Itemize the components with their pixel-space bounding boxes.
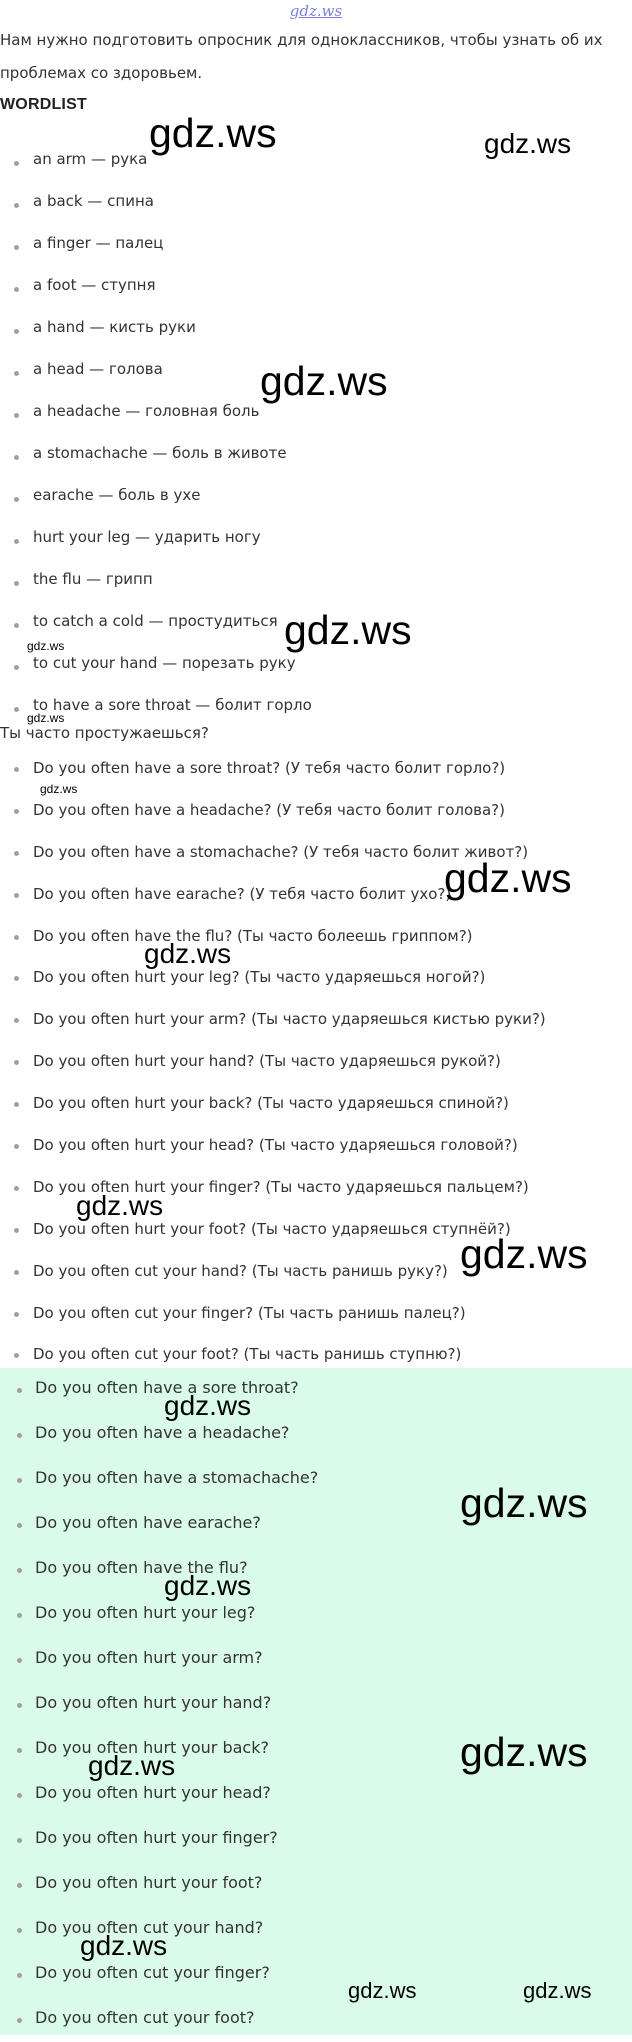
answer-item (0, 1547, 318, 1592)
bullet-icon (14, 1060, 19, 1065)
bullet-icon (14, 1144, 19, 1149)
wordlist-item-text: a foot — ступня (33, 276, 156, 294)
watermark: gdz.ws (164, 1390, 252, 1421)
watermark: gdz.ws (460, 1231, 588, 1277)
bullet-icon (14, 539, 19, 544)
bullet-icon (14, 767, 19, 772)
bullet-icon (14, 707, 19, 712)
wordlist-item-text: hurt your leg — ударить ногу (33, 528, 261, 546)
bullet-icon (14, 1186, 19, 1191)
bullet-icon (17, 1478, 22, 1483)
wordlist-item (0, 436, 312, 478)
question-text: Do you often hurt your finger? (Ты часто ударяешься пальцем?) (33, 1177, 529, 1196)
answer-text: Do you often cut your hand? (35, 1918, 264, 1937)
question-text: Do you often have earache? (У тебя часто болит ухо?) (33, 884, 452, 903)
watermark: gdz.ws (444, 855, 572, 901)
question-text: Do you often have the flu? (Ты часто болеешь гриппом?) (33, 926, 473, 945)
answer-text: Do you often have a stomachache? (35, 1468, 319, 1487)
question-text: Do you often cut your foot? (Ты часть ранишь ступню?) (33, 1345, 462, 1364)
watermark: gdz.ws (460, 1729, 588, 1775)
question-text: Do you often cut your hand? (Ты часть ранишь руку?) (33, 1261, 448, 1280)
answer-text: Do you often have earache? (35, 1513, 261, 1532)
bullet-icon (14, 245, 19, 250)
answer-text: Do you often hurt your finger? (35, 1828, 278, 1847)
answer-text: Do you often cut your foot? (35, 2008, 255, 2027)
bullet-icon (14, 455, 19, 460)
watermark: gdz.ws (88, 1750, 176, 1781)
wordlist-item-text: an arm — рука (33, 150, 148, 168)
answer-item (0, 1637, 318, 1682)
bullet-icon (17, 1433, 22, 1438)
answer-item (0, 1997, 318, 2042)
question-text: Do you often hurt your leg? (Ты часто ударяешься ногой?) (33, 968, 486, 987)
question-item (0, 1125, 546, 1167)
intro-text: Нам нужно подготовить опросник для одноклассников, чтобы узнать об их проблемах со здоровьем. (0, 31, 603, 82)
question-item (0, 790, 546, 832)
wordlist-heading: WORDLIST (0, 96, 87, 113)
question-item (0, 999, 546, 1041)
answer-item (0, 1592, 318, 1637)
bullet-icon (14, 1228, 19, 1233)
watermark: gdz.ws (27, 711, 65, 725)
wordlist-item-text: a stomachache — боль в животе (33, 444, 287, 462)
questions-list (0, 748, 546, 1376)
bullet-icon (14, 287, 19, 292)
watermark: gdz.ws (484, 128, 572, 159)
bullet-icon (17, 1703, 22, 1708)
bullet-icon (14, 976, 19, 981)
bullet-icon (14, 1353, 19, 1358)
answer-item (0, 1412, 318, 1457)
bullet-icon (14, 497, 19, 502)
bullet-icon (17, 2018, 22, 2023)
bullet-icon (14, 1312, 19, 1317)
question-text: Do you often hurt your head? (Ты часто ударяешься головой?) (33, 1136, 518, 1155)
wordlist-item-text: a finger — палец (33, 234, 164, 252)
wordlist-item (0, 184, 312, 226)
answer-text: Do you often have a sore throat? (35, 1378, 299, 1397)
answer-item (0, 1817, 318, 1862)
wordlist-item-text: to have a sore throat — болит горло (33, 696, 312, 714)
wordlist-item-text: a back — спина (33, 192, 154, 210)
watermark: gdz.ws (80, 1930, 168, 1961)
wordlist-item-text: the flu — грипп (33, 570, 153, 588)
answer-text: Do you often have a headache? (35, 1423, 290, 1442)
site-logo[interactable]: gdz.ws (289, 2, 343, 20)
wordlist-item (0, 520, 312, 562)
question-item (0, 957, 546, 999)
answer-item (0, 1457, 318, 1502)
bullet-icon (17, 1748, 22, 1753)
bullet-icon (14, 623, 19, 628)
bullet-icon (17, 1973, 22, 1978)
bullet-icon (14, 1018, 19, 1023)
answer-item (0, 1862, 318, 1907)
questions-heading: Ты часто простужаешься? (0, 724, 209, 742)
bullet-icon (14, 851, 19, 856)
wordlist-item (0, 310, 312, 352)
answer-text: Do you often hurt your head? (35, 1783, 271, 1802)
watermark: gdz.ws (460, 1480, 588, 1526)
bullet-icon (14, 161, 19, 166)
bullet-icon (17, 1568, 22, 1573)
wordlist-item-text: a hand — кисть руки (33, 318, 196, 336)
watermark: gdz.ws (523, 1978, 592, 2003)
answer-text: Do you often have the flu? (35, 1558, 248, 1577)
bullet-icon (17, 1388, 22, 1393)
bullet-icon (17, 1658, 22, 1663)
bullet-icon (14, 329, 19, 334)
answer-item (0, 1502, 318, 1547)
question-text: Do you often hurt your foot? (Ты часто ударяешься ступнёй?) (33, 1219, 511, 1238)
watermark: gdz.ws (284, 607, 412, 653)
wordlist-item (0, 562, 312, 604)
answer-text: Do you often hurt your leg? (35, 1603, 256, 1622)
answer-text: Do you often hurt your foot? (35, 1873, 263, 1892)
watermark: gdz.ws (348, 1978, 417, 2003)
answer-text: Do you often hurt your arm? (35, 1648, 263, 1667)
question-text: Do you often hurt your hand? (Ты часто ударяешься рукой?) (33, 1052, 501, 1071)
question-text: Do you often have a sore throat? (У тебя часто болит горло?) (33, 759, 506, 777)
question-text: Do you often cut your finger? (Ты часть ранишь палец?) (33, 1303, 466, 1322)
question-text: Do you often have a stomachache? (У тебя часто болит живот?) (33, 842, 529, 861)
wordlist-item (0, 226, 312, 268)
wordlist-item-text: a headache — головная боль (33, 402, 260, 420)
question-text: Do you often hurt your arm? (Ты часто ударяешься кистью руки?) (33, 1010, 546, 1029)
wordlist-item-text: a head — голова (33, 360, 163, 378)
answer-text: Do you often cut your finger? (35, 1963, 270, 1982)
wordlist-item-text: to cut your hand — порезать руку (33, 654, 296, 672)
question-text: Do you often hurt your back? (Ты часто ударяешься спиной?) (33, 1094, 509, 1113)
watermark: gdz.ws (144, 938, 232, 969)
wordlist-item-text: earache — боль в ухе (33, 486, 201, 504)
bullet-icon (14, 413, 19, 418)
bullet-icon (17, 1793, 22, 1798)
question-text: Do you often have a headache? (У тебя часто болит голова?) (33, 800, 505, 819)
watermark: gdz.ws (76, 1190, 164, 1221)
wordlist-item (0, 478, 312, 520)
wordlist-item-text: to catch a cold — простудиться (33, 612, 278, 630)
bullet-icon (14, 809, 19, 814)
bullet-icon (14, 1102, 19, 1107)
answer-text: Do you often hurt your hand? (35, 1693, 272, 1712)
bullet-icon (17, 1928, 22, 1933)
bullet-icon (14, 581, 19, 586)
question-item (0, 1041, 546, 1083)
answer-item (0, 1682, 318, 1727)
bullet-icon (14, 1270, 19, 1275)
bullet-icon (17, 1613, 22, 1618)
bullet-icon (17, 1883, 22, 1888)
question-item (0, 916, 546, 958)
answer-item (0, 1367, 318, 1412)
watermark: gdz.ws (40, 782, 78, 796)
bullet-icon (14, 371, 19, 376)
question-item (0, 1083, 546, 1125)
watermark: gdz.ws (260, 358, 388, 404)
bullet-icon (17, 1838, 22, 1843)
bullet-icon (17, 1523, 22, 1528)
question-item (0, 748, 546, 790)
bullet-icon (14, 893, 19, 898)
question-item (0, 1293, 546, 1335)
watermark: gdz.ws (164, 1570, 252, 1601)
bullet-icon (14, 665, 19, 670)
bullet-icon (14, 203, 19, 208)
bullet-icon (14, 935, 19, 940)
answer-text: Do you often hurt your back? (35, 1738, 269, 1757)
watermark: gdz.ws (149, 110, 277, 156)
wordlist-item (0, 268, 312, 310)
watermark: gdz.ws (27, 639, 65, 653)
